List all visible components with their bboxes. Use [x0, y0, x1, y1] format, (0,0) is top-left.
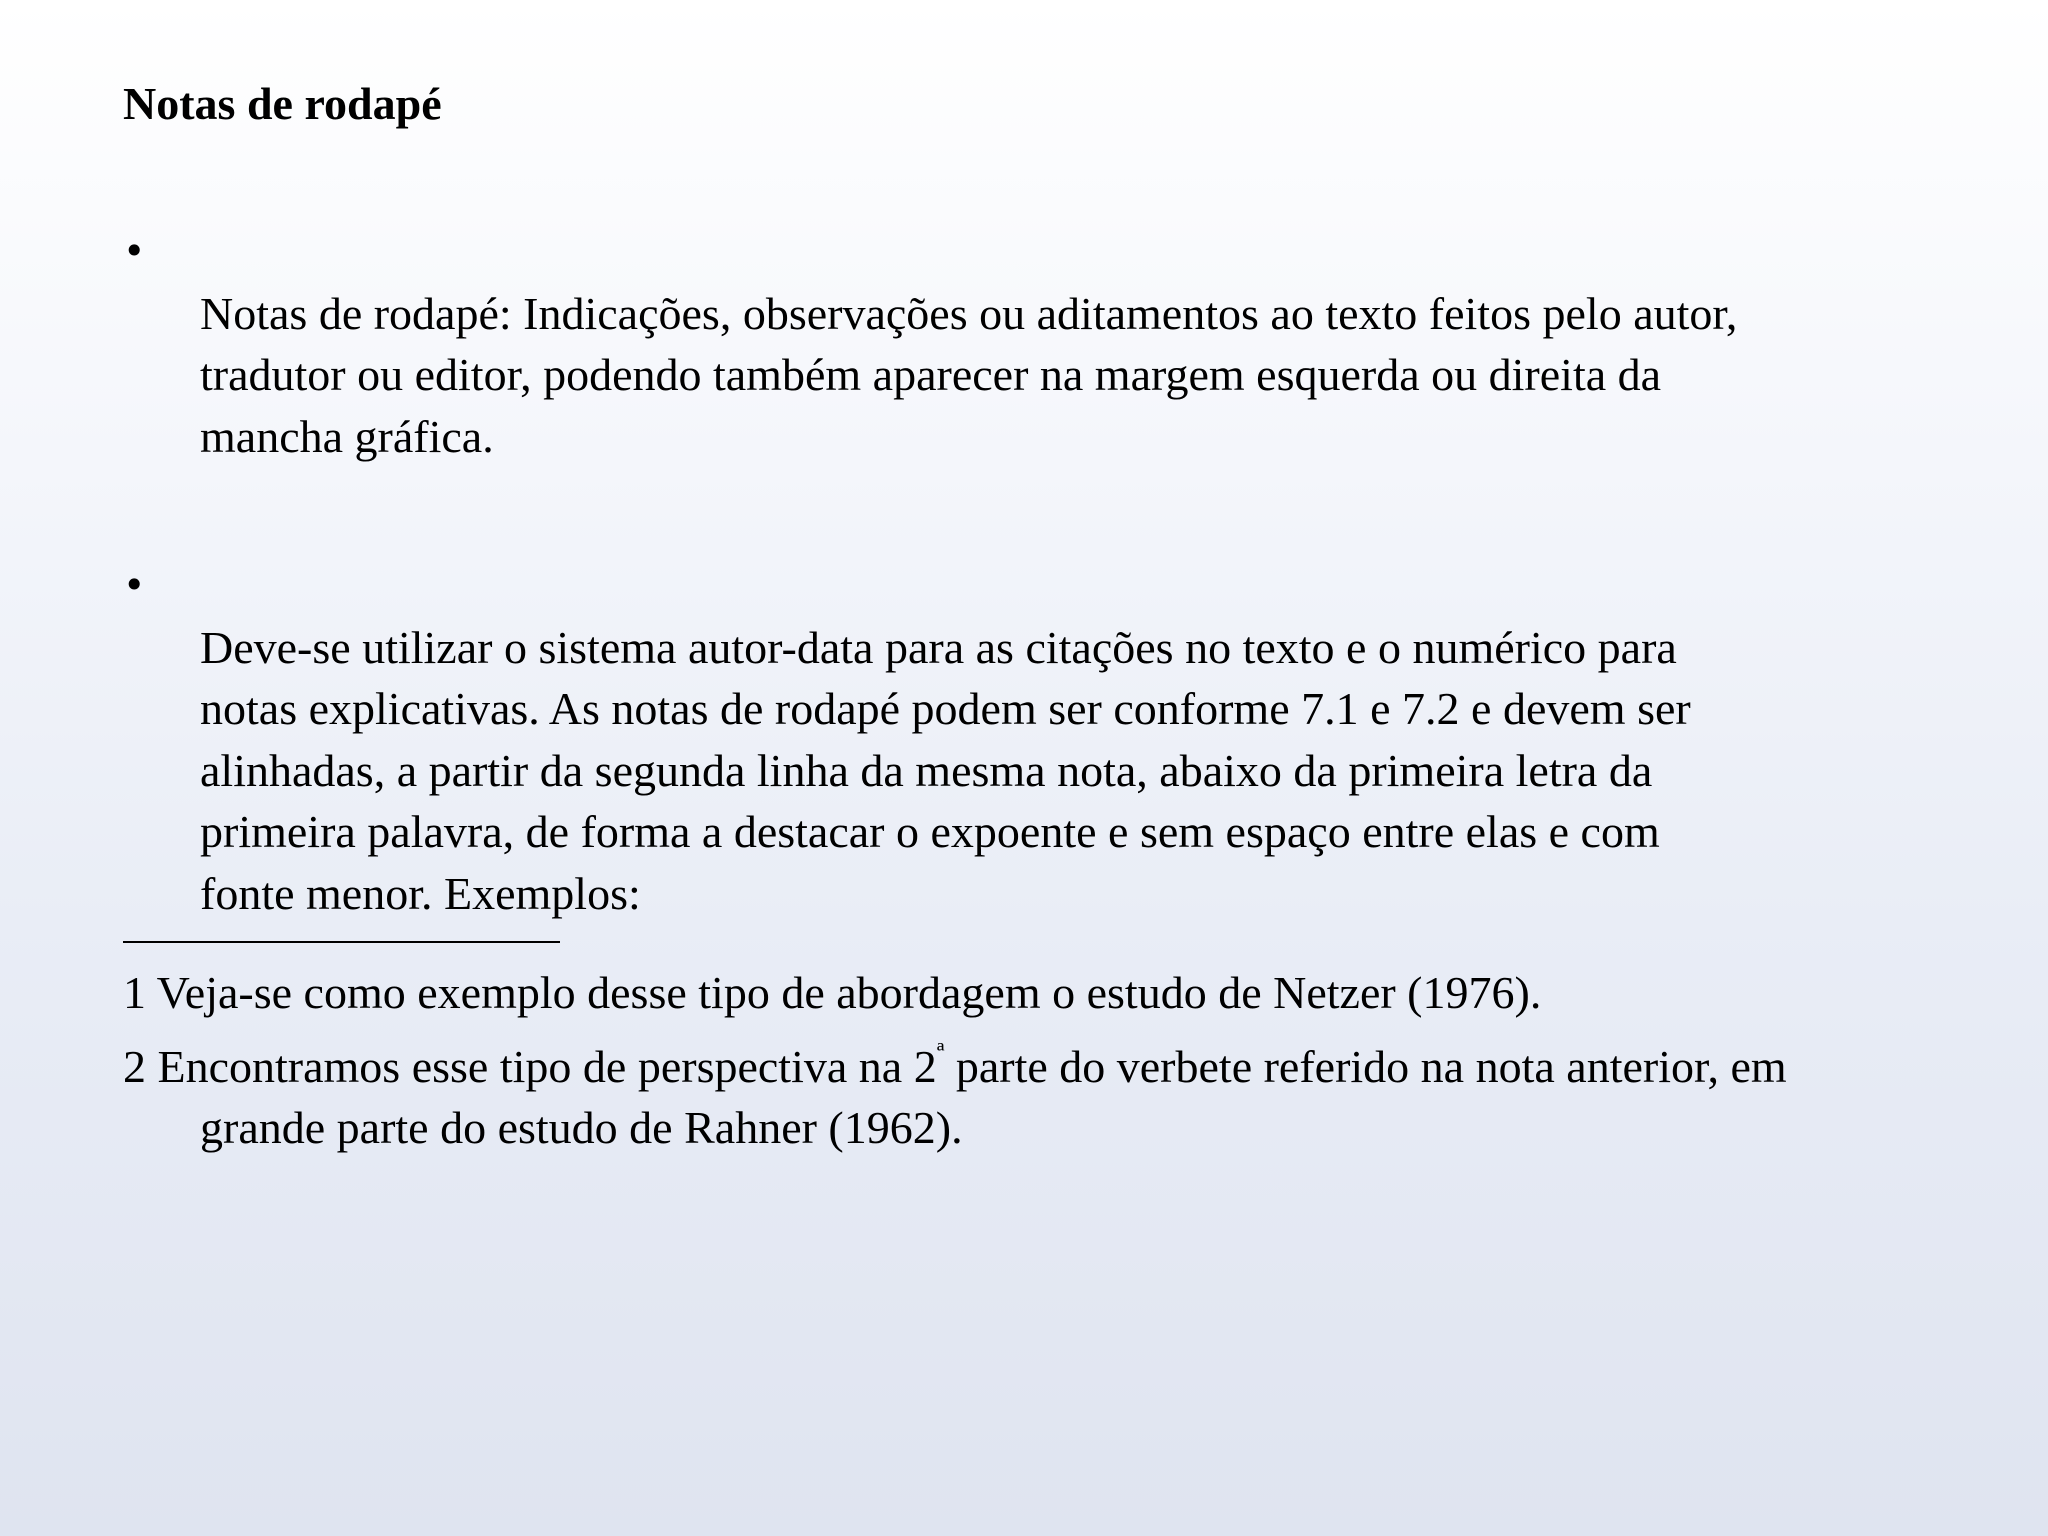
footnote-text-end: parte do verbete referido na nota anterior, em grande parte do estudo de Rahner (1962). [200, 1040, 1787, 1153]
ordinal-superscript: ª [936, 1035, 945, 1067]
bullet-dot-icon: • [123, 563, 146, 607]
bullet-text: Notas de rodapé: Indicações, observações ou aditamentos ao texto feitos pelo autor, tradutor ou editor, podendo também aparecer na margem esquerda ou direita da mancha gráfica. [200, 287, 1738, 462]
footnote-text: 1 Veja-se como exemplo desse tipo de abordagem o estudo de Netzer (1976). [123, 967, 1542, 1018]
footnote-list [123, 962, 1923, 1159]
bullet-dot-icon: • [123, 229, 146, 273]
footnote-separator [123, 941, 560, 943]
bullet-list [123, 221, 1923, 924]
footnote-1 [123, 962, 1923, 1024]
slide-title: Notas de rodapé [123, 78, 442, 129]
bullet-item [123, 221, 1923, 467]
footnote-2 [123, 1036, 1923, 1159]
bullet-text: Deve-se utilizar o sistema autor-data para as citações no texto e o numérico para notas explicativas. As notas de rodapé podem ser conforme 7.1 e 7.2 e devem ser alinhadas, a partir da segunda linha da mesma nota, abaixo da primeira letra da primeira palavra, de forma a destacar o expoente e sem espaço entre elas e com fonte menor. Exemplos: [200, 621, 1691, 919]
footnote-text-start: 2 Encontramos esse tipo de perspectiva na 2 [123, 1040, 937, 1092]
bullet-item [123, 555, 1923, 924]
